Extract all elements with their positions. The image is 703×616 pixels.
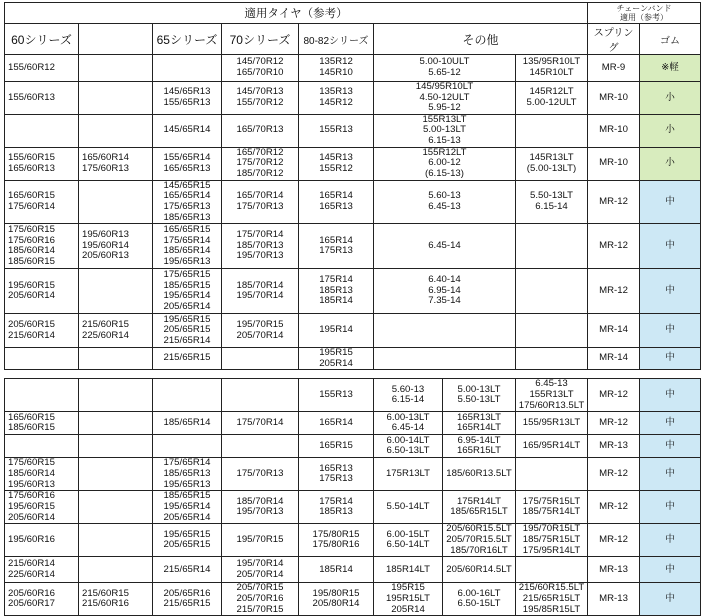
table-row <box>5 55 701 82</box>
table-cell: 205/60R16 205/60R17 <box>5 583 79 616</box>
table-cell: 195R14 <box>299 314 374 348</box>
table-cell: 中 <box>640 435 701 458</box>
table-cell: 小 <box>640 82 701 115</box>
other-header: その他 <box>374 24 588 55</box>
table-cell: 155/60R13 <box>5 82 79 115</box>
table-cell: 215/65R15 <box>153 348 222 370</box>
table-cell: 155/65R14 165/65R13 <box>153 147 222 180</box>
table-cell: 小 <box>640 147 701 180</box>
table-cell: 215/60R15.5LT 215/65R15LT 195/85R15LT <box>516 583 588 616</box>
table-cell: 165/60R15 185/60R15 <box>5 412 79 435</box>
table-cell: MR-13 <box>588 435 640 458</box>
table-cell: 5.50-13LT 6.15-14 <box>516 180 588 223</box>
table-cell: 195/60R15 205/60R14 <box>5 269 79 314</box>
table-cell <box>374 314 516 348</box>
rubber-header: ゴム <box>640 24 701 55</box>
table-cell: 145/70R13 155/70R12 <box>222 82 299 115</box>
table-cell: 中 <box>640 583 701 616</box>
table-cell: 175/60R15 175/60R16 185/60R14 185/60R15 <box>5 224 79 269</box>
applicable-tires-header: 適用タイヤ（参考） <box>5 3 588 24</box>
table-cell: MR-12 <box>588 458 640 491</box>
table-cell: 175/70R14 185/70R13 195/70R13 <box>222 224 299 269</box>
table-cell: 185/70R14 195/70R13 <box>222 491 299 524</box>
table-cell: 195/65R15 205/65R15 <box>153 524 222 557</box>
table-cell <box>5 435 79 458</box>
table-cell: 155R13 <box>299 114 374 147</box>
table-cell: 175/60R16 195/60R15 205/60R14 <box>5 491 79 524</box>
table-cell: 175/70R13 <box>222 458 299 491</box>
table-cell: 中 <box>640 491 701 524</box>
table-cell: 175R14 185R13 <box>299 491 374 524</box>
table-cell: 175/60R15 185/60R14 195/60R13 <box>5 458 79 491</box>
table-cell: 165/60R14 175/60R13 <box>79 147 153 180</box>
table-cell <box>222 348 299 370</box>
table-cell: 165R13LT 165R14LT <box>443 412 516 435</box>
table-cell: 175R14LT 185/65R15LT <box>443 491 516 524</box>
table-cell: 195/70R15LT 185/75R15LT 175/95R14LT <box>516 524 588 557</box>
table-cell: 6.95-14LT 165R15LT <box>443 435 516 458</box>
table-cell: 195R15 195R15LT 205R14 <box>374 583 443 616</box>
series-60-header: 60シリーズ <box>5 24 79 55</box>
table-cell: 155R13 <box>299 379 374 412</box>
table-row <box>5 147 701 180</box>
table-cell <box>153 379 222 412</box>
table-cell: 145/65R13 155/65R13 <box>153 82 222 115</box>
table-row <box>5 314 701 348</box>
table-cell: 205/70R15 205/70R16 215/70R15 <box>222 583 299 616</box>
table-row <box>5 114 701 147</box>
table-cell: 165/70R14 175/70R13 <box>222 180 299 223</box>
table-cell: MR-14 <box>588 348 640 370</box>
table-cell: MR-12 <box>588 224 640 269</box>
table-cell: 145/95R10LT 4.50-12ULT 5.95-12 <box>374 82 516 115</box>
table-cell: 195/70R14 205/70R14 <box>222 557 299 583</box>
table-cell: 5.00-13LT 5.50-13LT <box>443 379 516 412</box>
table-cell: MR-12 <box>588 269 640 314</box>
table-row <box>5 348 701 370</box>
table-cell <box>79 458 153 491</box>
table-cell: 中 <box>640 458 701 491</box>
table-cell: 195/70R15 <box>222 524 299 557</box>
table-cell: 5.60-13 6.45-13 <box>374 180 516 223</box>
table-cell: MR-10 <box>588 147 640 180</box>
table-cell: 165R13 175R13 <box>299 458 374 491</box>
table-cell <box>374 348 516 370</box>
table-cell: 6.40-14 6.95-14 7.35-14 <box>374 269 516 314</box>
spring-header: スプリング <box>588 24 640 55</box>
table-cell: MR-10 <box>588 82 640 115</box>
table-cell <box>516 458 588 491</box>
table-cell: 215/60R15 215/60R16 <box>79 583 153 616</box>
table-cell: 165/65R15 175/65R14 185/65R14 195/65R13 <box>153 224 222 269</box>
table-row <box>5 583 701 616</box>
table-cell: 195R15 205R14 <box>299 348 374 370</box>
table-row <box>5 435 701 458</box>
table-cell <box>79 269 153 314</box>
table-cell: MR-12 <box>588 180 640 223</box>
table-cell: ※軽 <box>640 55 701 82</box>
table-cell: 135/95R10LT 145R10LT <box>516 55 588 82</box>
table-cell: 6.00-16LT 6.50-15LT <box>443 583 516 616</box>
table-cell: 5.60-13 6.15-14 <box>374 379 443 412</box>
table-cell: 145/70R12 165/70R10 <box>222 55 299 82</box>
table-cell: 155/95R13LT <box>516 412 588 435</box>
table-row <box>5 269 701 314</box>
table-cell: 中 <box>640 557 701 583</box>
table-cell: 185/60R13.5LT <box>443 458 516 491</box>
table-cell: 165R15 <box>299 435 374 458</box>
table-cell <box>5 348 79 370</box>
table-cell: 215/60R14 225/60R14 <box>5 557 79 583</box>
table-cell: MR-9 <box>588 55 640 82</box>
table-cell: 中 <box>640 269 701 314</box>
table-cell: 195/70R15 205/70R14 <box>222 314 299 348</box>
table-cell: MR-14 <box>588 314 640 348</box>
table-cell: 175/65R15 185/65R15 195/65R14 205/65R14 <box>153 269 222 314</box>
table-cell: 175/80R15 175/80R16 <box>299 524 374 557</box>
table-cell: 205/60R15.5LT 205/70R15.5LT 185/70R16LT <box>443 524 516 557</box>
table-cell <box>516 269 588 314</box>
table-cell: 185/65R14 <box>153 412 222 435</box>
table-cell: 145R13 155R12 <box>299 147 374 180</box>
table-row <box>5 412 701 435</box>
table-cell: 135R13 145R12 <box>299 82 374 115</box>
table-cell: 205/65R16 215/65R15 <box>153 583 222 616</box>
table-cell: 205/60R14.5LT <box>443 557 516 583</box>
table-cell: 185/70R14 195/70R14 <box>222 269 299 314</box>
table-cell: 165/70R12 175/70R12 185/70R12 <box>222 147 299 180</box>
table-row <box>5 82 701 115</box>
tire-table <box>4 2 700 616</box>
chain-band-header: チェーンバンド 適用（参考） <box>588 3 701 24</box>
table-cell: 195/65R15 205/65R15 215/65R14 <box>153 314 222 348</box>
table-cell: 155/60R12 <box>5 55 79 82</box>
table-cell <box>153 435 222 458</box>
table-cell: 145/65R15 165/65R14 175/65R13 185/65R13 <box>153 180 222 223</box>
table-row <box>5 557 701 583</box>
table-cell: 185R14LT <box>374 557 443 583</box>
table-cell <box>79 524 153 557</box>
table-cell: 165R14 165R13 <box>299 180 374 223</box>
table-cell <box>79 82 153 115</box>
table-row <box>5 379 701 412</box>
table-cell: 中 <box>640 524 701 557</box>
table-cell: 135R12 145R10 <box>299 55 374 82</box>
table-cell: 中 <box>640 314 701 348</box>
table-cell: 6.00-14LT 6.50-13LT <box>374 435 443 458</box>
table-cell: 185/65R15 195/65R14 205/65R14 <box>153 491 222 524</box>
table-row <box>5 224 701 269</box>
table-row <box>5 491 701 524</box>
table-cell: 165R14 <box>299 412 374 435</box>
table-cell: MR-13 <box>588 583 640 616</box>
table-cell <box>516 557 588 583</box>
table-cell <box>5 379 79 412</box>
table-cell: 165/70R13 <box>222 114 299 147</box>
table-cell: 155R13LT 5.00-13LT 6.15-13 <box>374 114 516 147</box>
table-cell <box>516 348 588 370</box>
table-cell: 195/60R13 195/60R14 205/60R13 <box>79 224 153 269</box>
series-65-header: 65シリーズ <box>153 24 222 55</box>
table-cell <box>79 348 153 370</box>
table-cell: 6.45-14 <box>374 224 516 269</box>
table-cell: 6.00-13LT 6.45-14 <box>374 412 443 435</box>
table-cell: 175/75R15LT 185/75R14LT <box>516 491 588 524</box>
table-cell: MR-10 <box>588 114 640 147</box>
table-cell: 165R14 175R13 <box>299 224 374 269</box>
table-cell <box>79 180 153 223</box>
table-cell: 中 <box>640 348 701 370</box>
table-cell: 中 <box>640 379 701 412</box>
table-cell: 155R12LT 6.00-12 (6.15-13) <box>374 147 516 180</box>
table-row <box>5 180 701 223</box>
table-cell: 中 <box>640 224 701 269</box>
table-cell: 175/70R14 <box>222 412 299 435</box>
table-cell: 195/80R15 205/80R14 <box>299 583 374 616</box>
table-cell: 205/60R15 215/60R14 <box>5 314 79 348</box>
table-cell: 5.50-14LT <box>374 491 443 524</box>
table-cell: 145R12LT 5.00-12ULT <box>516 82 588 115</box>
table-row <box>5 458 701 491</box>
table-cell: MR-12 <box>588 379 640 412</box>
table-cell: 165/60R15 175/60R14 <box>5 180 79 223</box>
table-cell: 145R13LT (5.00-13LT) <box>516 147 588 180</box>
table-row <box>5 524 701 557</box>
table-cell: 185R14 <box>299 557 374 583</box>
table-cell: MR-12 <box>588 524 640 557</box>
table-cell: 145/65R14 <box>153 114 222 147</box>
table-cell <box>79 435 153 458</box>
table-cell: 155/60R15 165/60R13 <box>5 147 79 180</box>
table-cell: 165/95R14LT <box>516 435 588 458</box>
section-separator <box>5 370 701 379</box>
table-cell: 215/60R15 225/60R14 <box>79 314 153 348</box>
table-cell: 中 <box>640 180 701 223</box>
table-cell: 215/65R14 <box>153 557 222 583</box>
table-cell: 6.00-15LT 6.50-14LT <box>374 524 443 557</box>
table-cell <box>222 435 299 458</box>
table-cell: 6.45-13 155R13LT 175/60R13.5LT <box>516 379 588 412</box>
table-cell <box>222 379 299 412</box>
series-70-header: 70シリーズ <box>222 24 299 55</box>
table-cell: 195/60R16 <box>5 524 79 557</box>
table-cell <box>79 379 153 412</box>
table-cell <box>79 412 153 435</box>
table-cell: 5.00-10ULT 5.65-12 <box>374 55 516 82</box>
table-cell: MR-13 <box>588 557 640 583</box>
table-cell <box>5 114 79 147</box>
table-cell: 小 <box>640 114 701 147</box>
table-cell <box>516 314 588 348</box>
table-cell <box>516 114 588 147</box>
table-cell <box>516 224 588 269</box>
table-cell <box>79 557 153 583</box>
table-cell: 175R13LT <box>374 458 443 491</box>
table-cell: 中 <box>640 412 701 435</box>
table-cell <box>79 114 153 147</box>
series-80-82-header: 80-82シリーズ <box>299 24 374 55</box>
table-cell <box>153 55 222 82</box>
table-cell: MR-12 <box>588 491 640 524</box>
table-cell: MR-12 <box>588 412 640 435</box>
table-cell: 175/65R14 185/65R13 195/65R13 <box>153 458 222 491</box>
table-cell: 175R14 185R13 185R14 <box>299 269 374 314</box>
table-cell <box>79 55 153 82</box>
table-cell <box>79 491 153 524</box>
